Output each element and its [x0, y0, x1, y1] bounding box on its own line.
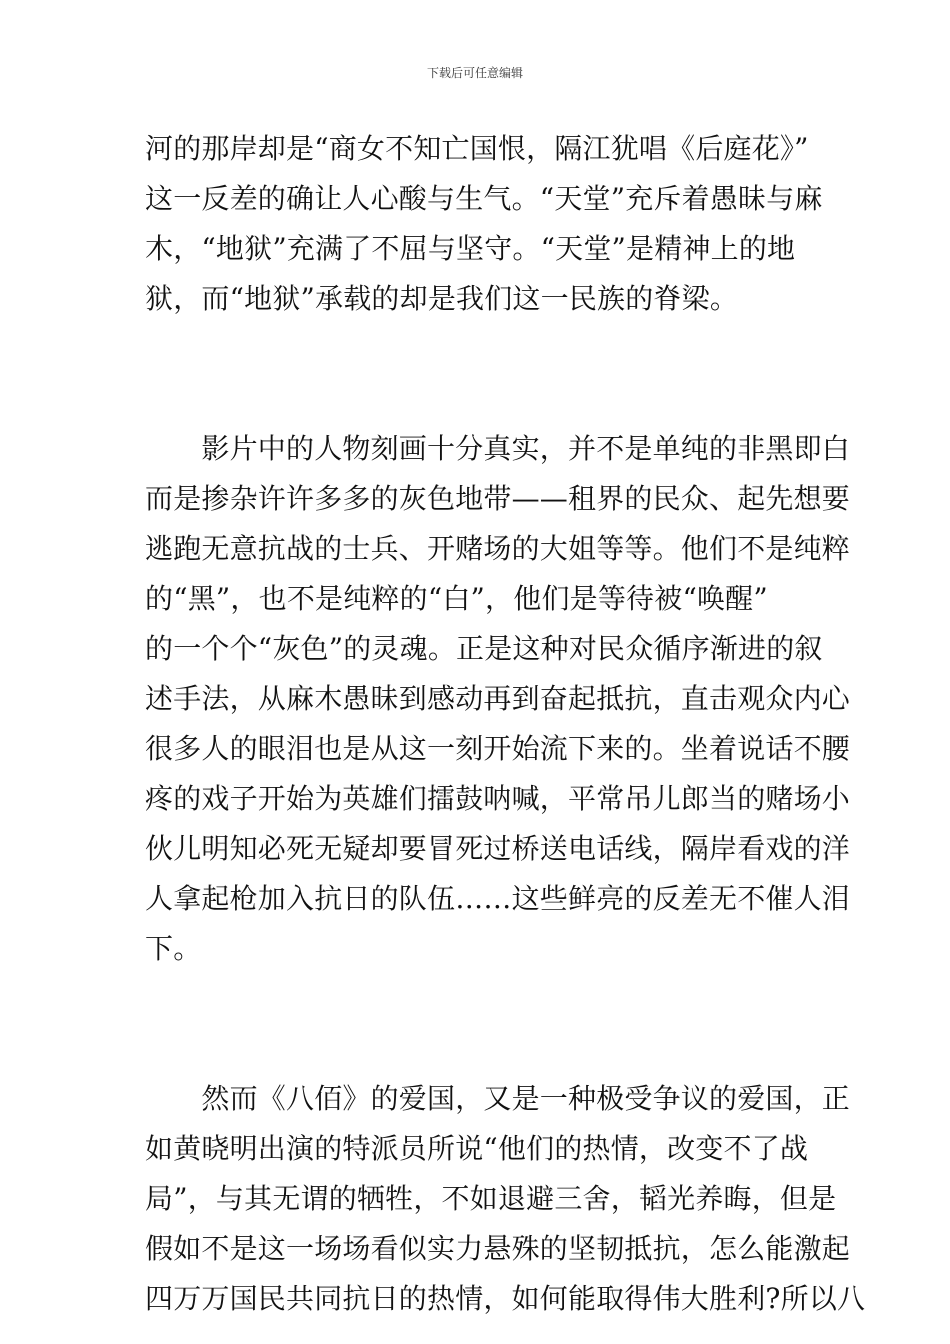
text-line: 然而《八佰》的爱国，又是一种极受争议的爱国，正 [145, 1082, 851, 1115]
text-line: 河的那岸却是“商女不知亡国恨，隔江犹唱《后庭花》” [145, 132, 809, 165]
text-line: 逃跑无意抗战的士兵、开赌场的大姐等等。他们不是纯粹 [145, 532, 851, 565]
text-line: 述手法，从麻木愚昧到感动再到奋起抵抗，直击观众内心 [145, 682, 851, 715]
paragraph-2 [145, 424, 851, 974]
document-body [145, 124, 866, 1324]
text-line: 下。 [145, 932, 202, 965]
text-line: 假如不是这一场场看似实力悬殊的坚韧抵抗，怎么能激起 [145, 1232, 851, 1265]
text-line: 很多人的眼泪也是从这一刻开始流下来的。坐着说话不腰 [145, 732, 851, 765]
page-header-note: 下载后可任意编辑 [426, 66, 523, 80]
text-line: 人拿起枪加入抗日的队伍……这些鲜亮的反差无不催人泪 [145, 882, 851, 915]
text-line: 这一反差的确让人心酸与生气。“天堂”充斥着愚昧与麻 [145, 182, 823, 215]
paragraph-gap [145, 324, 815, 424]
text-line: 的“黑”，也不是纯粹的“白”，他们是等待被“唤醒” [145, 582, 768, 615]
text-line: 局”，与其无谓的牺牲，不如退避三舍，韬光养晦，但是 [145, 1182, 837, 1215]
text-line: 的一个个“灰色”的灵魂。正是这种对民众循序渐进的叙 [145, 632, 823, 665]
text-line: 四万万国民共同抗日的热情，如何能取得伟大胜利?所以八 [145, 1282, 866, 1315]
paragraph-3 [145, 1074, 866, 1324]
paragraph-1 [145, 124, 823, 324]
paragraph-gap [145, 974, 815, 1074]
text-line: 疼的戏子开始为英雄们擂鼓呐喊，平常吊儿郎当的赌场小 [145, 782, 851, 815]
text-line: 影片中的人物刻画十分真实，并不是单纯的非黑即白 [145, 432, 851, 465]
text-line: 如黄晓明出演的特派员所说“他们的热情，改变不了战 [145, 1132, 809, 1165]
text-line: 而是掺杂许许多多的灰色地带——租界的民众、起先想要 [145, 482, 851, 515]
text-line: 木，“地狱”充满了不屈与坚守。“天堂”是精神上的地 [145, 232, 796, 265]
text-line: 伙儿明知必死无疑却要冒死过桥送电话线，隔岸看戏的洋 [145, 832, 851, 865]
text-line: 狱，而“地狱”承载的却是我们这一民族的脊梁。 [145, 282, 739, 315]
